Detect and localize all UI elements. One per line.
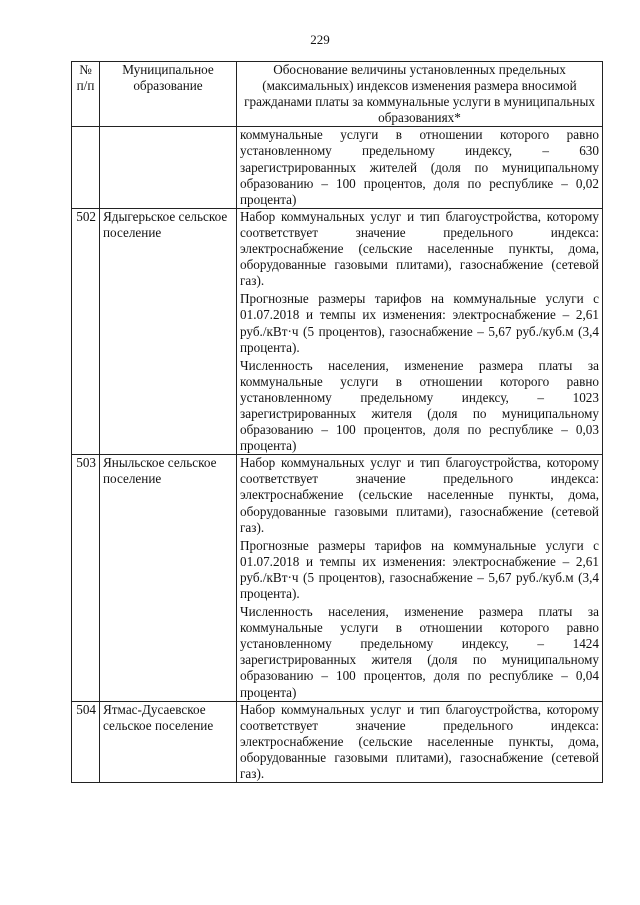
cell-municipality: Ятмас-Дусаевское сельское поселение — [100, 701, 237, 782]
table-header-row — [72, 62, 603, 127]
tariffs-paragraph: Прогнозные размеры тарифов на коммунальные услуги с 01.07.2018 и темпы их изменения: электроснабжение – 2,61 руб./кВт·ч (5 процентов), газоснабжение – 5,67 руб./куб.м (3,4 процента). — [240, 291, 599, 355]
services-paragraph: Набор коммунальных услуг и тип благоустройства, которому соответствует значение предельного индекса: электроснабжение (сельские населенные пункты, дома, оборудованные газовыми плитами), газоснабжение (сетевой газ). — [240, 455, 599, 535]
cell-justification — [237, 127, 603, 208]
population-paragraph: Численность населения, изменение размера платы за коммунальные услуги в отношении которого равно установленному предельному индексу, – 1023 зарегистрированных жителя (доля по муниципальному образованию – 100 процентов, доля по республике – 0,03 процента) — [240, 357, 599, 454]
page-number: 229 — [310, 32, 330, 47]
population-paragraph: Численность населения, изменение размера платы за коммунальные услуги в отношении которого равно установленному предельному индексу, – 1424 зарегистрированных жителя (доля по муниципальному образованию – 100 процентов, доля по республике – 0,04 процента) — [240, 604, 599, 700]
cell-justification — [237, 455, 603, 701]
header-municipality: Муниципальное образование — [100, 62, 237, 127]
table-row-continuation — [72, 127, 603, 208]
cell-municipality — [100, 127, 237, 208]
header-num: № п/п — [72, 62, 100, 127]
cell-municipality: Ядыгерьское сельское поселение — [100, 208, 237, 454]
header-justification: Обоснование величины установленных предельных (максимальных) индексов изменения размера вносимой гражданами платы за коммунальные услуги в муниципальных образованиях* — [237, 62, 603, 127]
cell-justification — [237, 208, 603, 454]
table-row — [72, 455, 603, 701]
table-row — [72, 701, 603, 782]
tariffs-paragraph: Прогнозные размеры тарифов на коммунальные услуги с 01.07.2018 и темпы их изменения: электроснабжение – 2,61 руб./кВт·ч (5 процентов), газоснабжение – 5,67 руб./куб.м (3,4 процента). — [240, 537, 599, 601]
tariff-justification-table — [71, 61, 603, 783]
cell-num: 503 — [72, 455, 100, 701]
services-paragraph: Набор коммунальных услуг и тип благоустройства, которому соответствует значение предельного индекса: электроснабжение (сельские населенные пункты, дома, оборудованные газовыми плитами), газоснабжение (сетевой газ). — [240, 701, 599, 782]
cell-num: 502 — [72, 208, 100, 454]
cell-justification — [237, 701, 603, 782]
cell-num: 504 — [72, 701, 100, 782]
justification-paragraph: коммунальные услуги в отношении которого равно установленному предельному индексу, – 630 зарегистрированных жителей (доля по муниципальному образованию – 100 процентов, доля по республике – 0,02 процента) — [240, 127, 599, 207]
cell-municipality: Яныльское сельское поселение — [100, 455, 237, 701]
table-row — [72, 208, 603, 454]
services-paragraph: Набор коммунальных услуг и тип благоустройства, которому соответствует значение предельного индекса: электроснабжение (сельские населенные пункты, дома, оборудованные газовыми плитами), газоснабжение (сетевой газ). — [240, 208, 599, 289]
cell-num — [72, 127, 100, 208]
